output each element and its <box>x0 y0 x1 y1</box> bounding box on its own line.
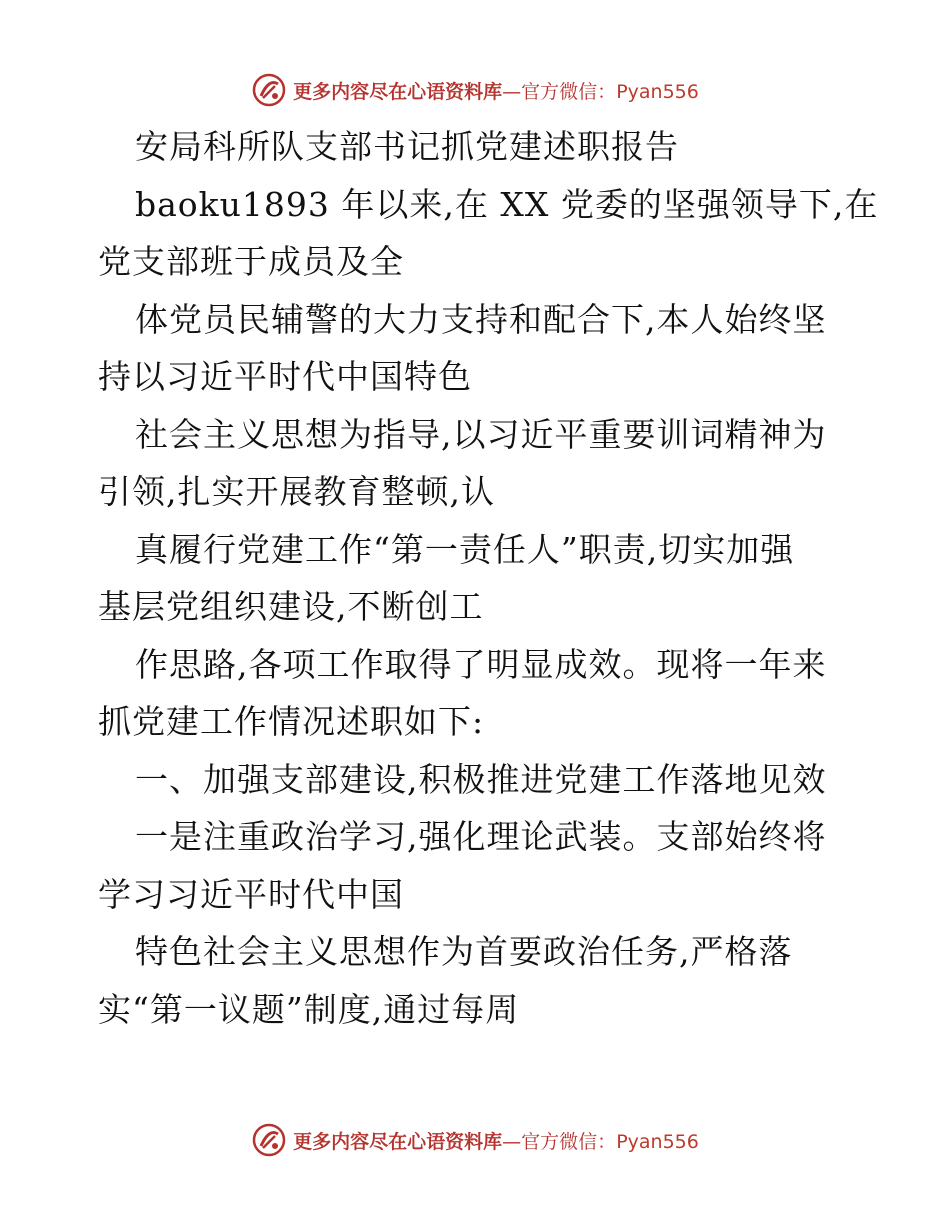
paragraph-line: 引领,扎实开展教育整顿,认 <box>98 472 495 511</box>
document-body <box>98 118 879 1038</box>
footer-watermark-banner <box>0 1120 950 1160</box>
paragraph-line: 体党员民辅警的大力支持和配合下,本人始终坚 <box>135 299 827 339</box>
paragraph-line: 实“第一议题”制度,通过每周 <box>98 989 520 1029</box>
banner-main-text: 更多内容尽在心语资料库 <box>293 80 503 103</box>
paragraph-line: 抓党建工作情况述职如下: <box>98 702 485 741</box>
section-heading: 一、加强支部建设,积极推进党建工作落地见效 <box>135 759 827 799</box>
paragraph-line: 社会主义思想为指导,以习近平重要训词精神为 <box>135 414 827 454</box>
paragraph-line: 基层党组织建设,不断创工 <box>98 587 484 626</box>
banner-sub-text: —官方微信： <box>502 80 617 103</box>
brand-logo-icon <box>251 1122 287 1158</box>
paragraph-line: 作思路,各项工作取得了明显成效。现将一年来 <box>135 644 827 684</box>
paragraph-line: baoku1893 年以来,在 XX 党委的坚强领导下,在 <box>135 184 879 224</box>
paragraph-line: 一是注重政治学习,强化理论武装。支部始终将 <box>135 817 827 856</box>
banner-wechat-id: Pyan556 <box>616 1130 699 1153</box>
paragraph-line: 真履行党建工作“第一责任人”职责,切实加强 <box>135 529 795 569</box>
paragraph-line: 特色社会主义思想作为首要政治任务,严格落 <box>135 932 793 971</box>
banner-wechat-id: Pyan556 <box>616 80 699 103</box>
paragraph-line: 持以习近平时代中国特色 <box>98 357 472 396</box>
header-watermark-banner <box>0 70 950 110</box>
banner-sub-text: —官方微信： <box>502 1130 617 1153</box>
banner-main-text: 更多内容尽在心语资料库 <box>293 1130 503 1153</box>
paragraph-line: 党支部班于成员及全 <box>98 242 404 281</box>
paragraph-line: 学习习近平时代中国 <box>98 874 404 914</box>
document-title: 安局科所队支部书记抓党建述职报告 <box>135 127 679 166</box>
brand-logo-icon <box>251 72 287 108</box>
